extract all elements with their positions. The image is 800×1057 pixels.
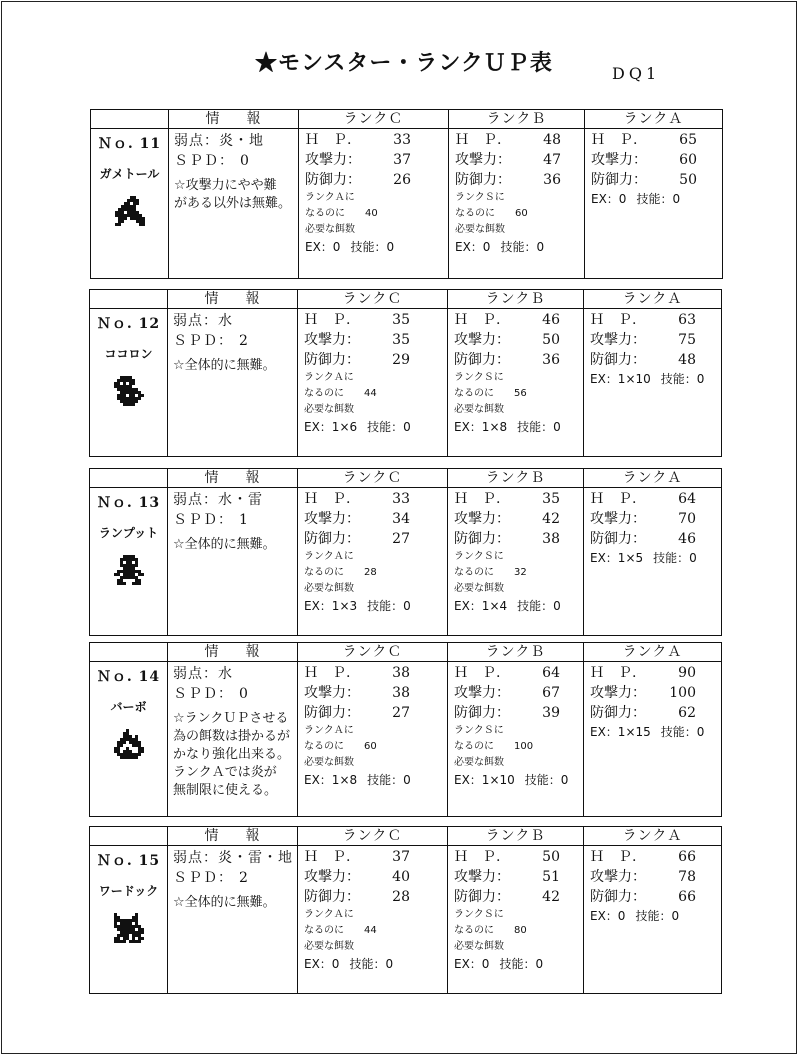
defense-stat: 防御力： 27 <box>304 705 410 721</box>
attack-stat: 攻撃力： 78 <box>590 869 696 885</box>
header-rank-b: ランクＢ <box>448 827 584 846</box>
header-rank-c: ランクＣ <box>298 469 448 488</box>
weakness: 弱点：炎・雷・地 <box>173 850 293 866</box>
header-rank-b: ランクＢ <box>449 110 585 129</box>
speed: ＳＰＤ： 2 <box>173 333 249 349</box>
header-blank <box>90 643 168 662</box>
ex-skill: EX：1×15 技能：0 <box>590 725 705 739</box>
speed: ＳＰＤ： 2 <box>173 870 249 886</box>
hp-stat: Ｈ Ｐ. 35 <box>304 312 410 328</box>
rank-a-cell <box>584 846 722 994</box>
hp-stat: Ｈ Ｐ. 63 <box>590 312 696 328</box>
monster-id-cell <box>90 488 168 636</box>
monster-name: ココロン <box>104 347 153 361</box>
required-feed-label: ランクＡに <box>304 725 354 736</box>
attack-stat: 攻撃力： 67 <box>454 685 560 701</box>
flame-sprite-icon <box>114 729 144 759</box>
rank-b-cell <box>448 488 584 636</box>
defense-stat: 防御力： 48 <box>590 352 696 368</box>
hp-stat: Ｈ Ｐ. 38 <box>304 665 410 681</box>
rank-a-cell <box>584 488 722 636</box>
rank-c-cell <box>298 846 448 994</box>
monster-number: Ｎｏ. 12 <box>96 316 161 332</box>
defense-stat: 防御力： 29 <box>304 352 410 368</box>
header-info: 情 報 <box>168 643 298 662</box>
required-feed-label: ランクＳに <box>454 725 504 736</box>
required-feed-label: 必要な餌数 <box>454 941 504 952</box>
hp-stat: Ｈ Ｐ. 90 <box>590 665 696 681</box>
required-feed: なるのに 40 <box>305 208 378 219</box>
monster-number: Ｎｏ. 13 <box>96 495 161 511</box>
defense-stat: 防御力： 38 <box>454 531 560 547</box>
required-feed-label: 必要な餌数 <box>304 941 354 952</box>
rank-b-cell <box>448 846 584 994</box>
attack-stat: 攻撃力： 100 <box>590 685 696 701</box>
monster-name: ランプット <box>98 526 159 540</box>
header-rank-c: ランクＣ <box>298 827 448 846</box>
monster-id-cell <box>90 846 168 994</box>
required-feed-label: 必要な餌数 <box>304 404 354 415</box>
required-feed: なるのに 80 <box>454 925 527 936</box>
required-feed-label: ランクＳに <box>455 192 505 203</box>
hp-stat: Ｈ Ｐ. 64 <box>454 665 560 681</box>
weakness: 弱点：炎・地 <box>174 133 264 149</box>
lamp-sprite-icon <box>114 555 144 585</box>
ex-skill: EX：0 技能：0 <box>305 240 395 254</box>
weakness: 弱点：水 <box>173 666 233 682</box>
hp-stat: Ｈ Ｐ. 64 <box>590 491 696 507</box>
defense-stat: 防御力： 36 <box>455 172 561 188</box>
game-label: DQ1 <box>612 64 661 83</box>
rank-b-cell <box>448 309 584 457</box>
header-info: 情 報 <box>169 110 299 129</box>
hp-stat: Ｈ Ｐ. 50 <box>454 849 560 865</box>
defense-stat: 防御力： 26 <box>305 172 411 188</box>
header-row <box>90 290 722 309</box>
info-note: ☆全体的に無難。 <box>173 895 276 910</box>
attack-stat: 攻撃力： 40 <box>304 869 410 885</box>
required-feed-label: ランクＡに <box>304 909 354 920</box>
header-rank-b: ランクＢ <box>448 469 584 488</box>
ex-skill: EX：1×10 技能：0 <box>590 372 705 386</box>
attack-stat: 攻撃力： 34 <box>304 511 410 527</box>
monster-row <box>90 488 722 636</box>
required-feed: なるのに 32 <box>454 567 527 578</box>
required-feed-label: 必要な餌数 <box>455 224 505 235</box>
hp-stat: Ｈ Ｐ. 37 <box>304 849 410 865</box>
ex-skill: EX：0 技能：0 <box>304 957 394 971</box>
header-rank-a: ランクＡ <box>584 290 722 309</box>
monster-row <box>90 662 722 817</box>
hp-stat: Ｈ Ｐ. 33 <box>305 132 411 148</box>
attack-stat: 攻撃力： 50 <box>454 332 560 348</box>
required-feed: なるのに 60 <box>304 741 377 752</box>
hp-stat: Ｈ Ｐ. 48 <box>455 132 561 148</box>
tortoise-sprite-icon <box>115 196 145 226</box>
required-feed-label: ランクＡに <box>305 192 355 203</box>
monster-number: Ｎｏ. 11 <box>97 136 162 152</box>
monster-table <box>90 109 723 279</box>
header-row <box>90 643 722 662</box>
header-rank-a: ランクＡ <box>584 643 722 662</box>
ex-skill: EX：0 技能：0 <box>591 192 681 206</box>
header-rank-a: ランクＡ <box>585 110 723 129</box>
monster-name: ワードック <box>98 884 159 898</box>
weakness: 弱点：水 <box>173 313 233 329</box>
header-info: 情 報 <box>168 469 298 488</box>
attack-stat: 攻撃力： 42 <box>454 511 560 527</box>
ex-skill: EX：0 技能：0 <box>454 957 544 971</box>
speed: ＳＰＤ： 0 <box>174 153 250 169</box>
header-blank <box>90 290 168 309</box>
ex-skill: EX：1×8 技能：0 <box>304 773 411 787</box>
required-feed-label: 必要な餌数 <box>454 583 504 594</box>
ex-skill: EX：0 技能：0 <box>590 909 680 923</box>
ex-skill: EX：1×8 技能：0 <box>454 420 561 434</box>
attack-stat: 攻撃力： 75 <box>590 332 696 348</box>
monster-id-cell <box>90 662 168 817</box>
rank-c-cell <box>298 309 448 457</box>
info-cell <box>169 129 299 279</box>
header-blank <box>90 469 168 488</box>
header-rank-a: ランクＡ <box>584 827 722 846</box>
monster-table <box>89 826 722 994</box>
attack-stat: 攻撃力： 70 <box>590 511 696 527</box>
defense-stat: 防御力： 42 <box>454 889 560 905</box>
header-rank-c: ランクＣ <box>298 643 448 662</box>
ex-skill: EX：1×4 技能：0 <box>454 599 561 613</box>
dog-sprite-icon <box>114 913 144 943</box>
hp-stat: Ｈ Ｐ. 46 <box>454 312 560 328</box>
attack-stat: 攻撃力： 37 <box>305 152 411 168</box>
info-cell <box>168 662 298 817</box>
required-feed: なるのに 60 <box>455 208 528 219</box>
header-rank-b: ランクＢ <box>448 643 584 662</box>
required-feed-label: 必要な餌数 <box>304 757 354 768</box>
defense-stat: 防御力： 28 <box>304 889 410 905</box>
header-rank-b: ランクＢ <box>448 290 584 309</box>
attack-stat: 攻撃力： 51 <box>454 869 560 885</box>
header-rank-c: ランクＣ <box>298 290 448 309</box>
rank-c-cell <box>299 129 449 279</box>
header-row <box>91 110 723 129</box>
required-feed: なるのに 56 <box>454 388 527 399</box>
info-cell <box>168 846 298 994</box>
required-feed-label: ランクＡに <box>304 551 354 562</box>
attack-stat: 攻撃力： 47 <box>455 152 561 168</box>
monster-row <box>90 846 722 994</box>
header-row <box>90 827 722 846</box>
rank-c-cell <box>298 662 448 817</box>
info-note: ☆攻撃力にやや難 がある以外は無難。 <box>174 178 292 211</box>
rank-b-cell <box>448 662 584 817</box>
rank-b-cell <box>449 129 585 279</box>
monster-table <box>89 289 722 457</box>
hp-stat: Ｈ Ｐ. 65 <box>591 132 697 148</box>
ex-skill: EX：1×6 技能：0 <box>304 420 411 434</box>
info-cell <box>168 309 298 457</box>
monster-row <box>91 129 723 279</box>
defense-stat: 防御力： 66 <box>590 889 696 905</box>
defense-stat: 防御力： 39 <box>454 705 560 721</box>
speed: ＳＰＤ： 0 <box>173 686 249 702</box>
header-info: 情 報 <box>168 290 298 309</box>
rank-a-cell <box>584 309 722 457</box>
info-note: ☆ランクＵＰさせる 為の餌数は掛かるが かなり強化出来る。 ランクＡでは炎が 無制限に使える。 <box>173 711 291 798</box>
header-blank <box>91 110 169 129</box>
monster-name: バーボ <box>110 700 147 714</box>
hp-stat: Ｈ Ｐ. 66 <box>590 849 696 865</box>
info-note: ☆全体的に無難。 <box>173 358 276 373</box>
required-feed-label: ランクＳに <box>454 909 504 920</box>
weakness: 弱点：水・雷 <box>173 492 263 508</box>
rank-c-cell <box>298 488 448 636</box>
required-feed-label: 必要な餌数 <box>304 583 354 594</box>
attack-stat: 攻撃力： 38 <box>304 685 410 701</box>
rank-a-cell <box>585 129 723 279</box>
required-feed-label: ランクＳに <box>454 551 504 562</box>
hp-stat: Ｈ Ｐ. 33 <box>304 491 410 507</box>
required-feed-label: 必要な餌数 <box>454 404 504 415</box>
ex-skill: EX：1×5 技能：0 <box>590 551 697 565</box>
required-feed: なるのに 28 <box>304 567 377 578</box>
monster-number: Ｎｏ. 15 <box>96 853 161 869</box>
hp-stat: Ｈ Ｐ. 35 <box>454 491 560 507</box>
monster-number: Ｎｏ. 14 <box>96 669 161 685</box>
defense-stat: 防御力： 46 <box>590 531 696 547</box>
header-row <box>90 469 722 488</box>
ex-skill: EX：1×3 技能：0 <box>304 599 411 613</box>
monster-id-cell <box>90 309 168 457</box>
seahorse-sprite-icon <box>114 376 144 406</box>
monster-name: ガメトール <box>99 167 160 181</box>
defense-stat: 防御力： 50 <box>591 172 697 188</box>
ex-skill: EX：0 技能：0 <box>455 240 545 254</box>
monster-table <box>89 468 722 636</box>
attack-stat: 攻撃力： 60 <box>591 152 697 168</box>
header-rank-c: ランクＣ <box>299 110 449 129</box>
header-blank <box>90 827 168 846</box>
required-feed-label: 必要な餌数 <box>305 224 355 235</box>
rank-a-cell <box>584 662 722 817</box>
ex-skill: EX：1×10 技能：0 <box>454 773 569 787</box>
speed: ＳＰＤ： 1 <box>173 512 249 528</box>
monster-id-cell <box>91 129 169 279</box>
page-title: ★モンスター・ランクＵＰ表 <box>255 50 553 76</box>
required-feed: なるのに 44 <box>304 388 377 399</box>
monster-table <box>89 642 722 817</box>
info-note: ☆全体的に無難。 <box>173 537 276 552</box>
defense-stat: 防御力： 36 <box>454 352 560 368</box>
attack-stat: 攻撃力： 35 <box>304 332 410 348</box>
header-rank-a: ランクＡ <box>584 469 722 488</box>
required-feed-label: ランクＡに <box>304 372 354 383</box>
required-feed: なるのに 100 <box>454 741 534 752</box>
required-feed-label: ランクＳに <box>454 372 504 383</box>
header-info: 情 報 <box>168 827 298 846</box>
defense-stat: 防御力： 27 <box>304 531 410 547</box>
info-cell <box>168 488 298 636</box>
required-feed-label: 必要な餌数 <box>454 757 504 768</box>
defense-stat: 防御力： 62 <box>590 705 696 721</box>
monster-row <box>90 309 722 457</box>
required-feed: なるのに 44 <box>304 925 377 936</box>
